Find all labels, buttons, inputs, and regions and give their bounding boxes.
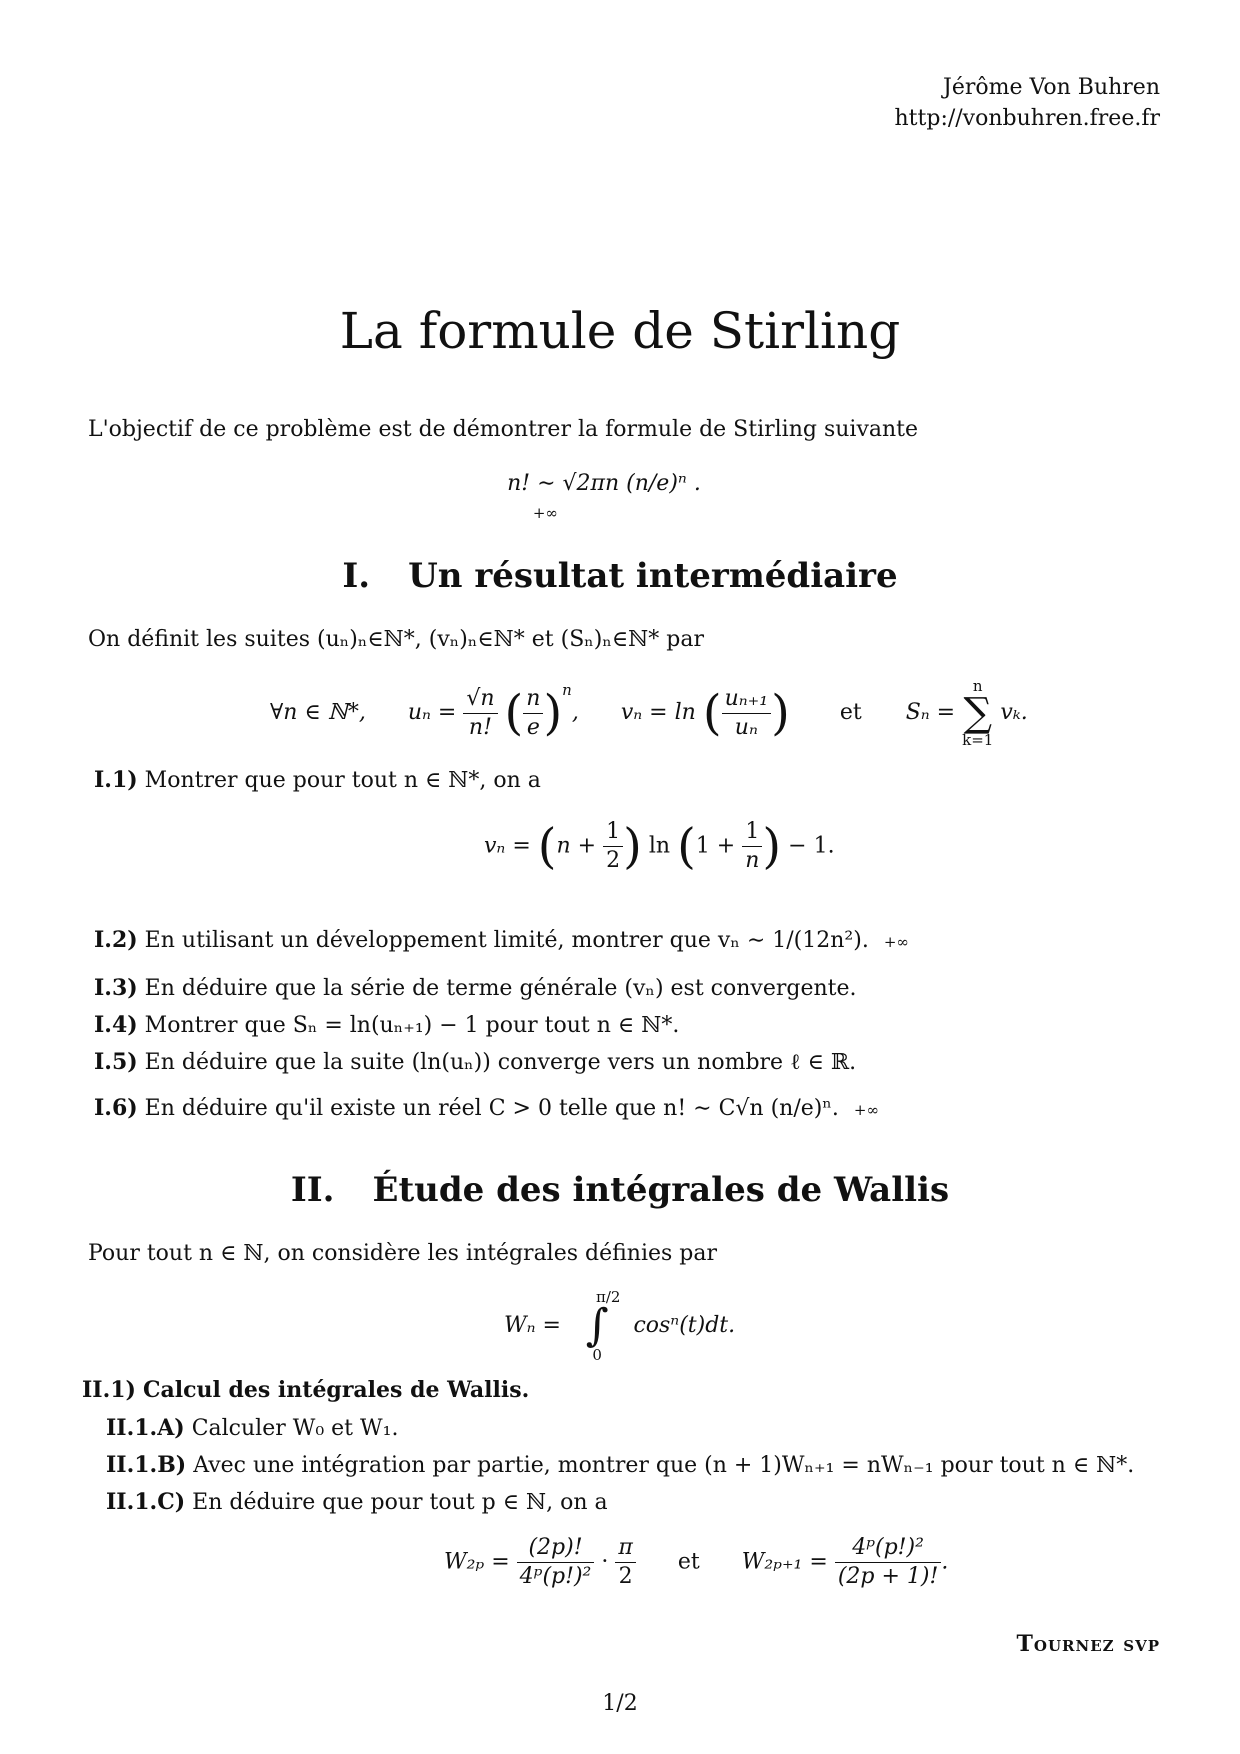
subsection-title: Calcul des intégrales de Wallis. — [142, 1377, 530, 1403]
section-2-title: Étude des intégrales de Wallis — [372, 1170, 950, 1210]
q1-paren-close-1: ) — [623, 818, 642, 875]
f2-den: 2 — [618, 1564, 633, 1589]
w2p-lhs: W₂ₚ = — [444, 1549, 510, 1575]
vn-denominator: uₙ — [734, 714, 758, 740]
question-label: II.1.C) — [106, 1489, 186, 1515]
question-label: II.1.A) — [106, 1415, 185, 1441]
un-exponent: n — [562, 681, 572, 699]
forall-label: ∀n ∈ ℕ*, — [270, 700, 366, 725]
inv-den: n — [745, 848, 760, 873]
question-label: I.6) — [94, 1095, 138, 1121]
question-text: Montrer que Sₙ = ln(uₙ₊₁) − 1 pour tout n ∈ ℕ*. — [144, 1013, 680, 1038]
q1-tail: − 1. — [788, 833, 835, 859]
inv-fraction — [742, 818, 762, 875]
question-label: I.3) — [94, 975, 138, 1001]
w2p1-lhs: W₂ₚ₊₁ = — [741, 1549, 828, 1575]
un-lhs: uₙ = — [407, 700, 457, 725]
vn-right-paren: ) — [771, 685, 790, 741]
question-text: Calculer W₀ et W₁. — [191, 1416, 399, 1441]
turn-over-note: Tournez svp — [1016, 1631, 1160, 1657]
half-den: 2 — [606, 848, 621, 873]
f1-den: 4ᵖ(p!)² — [519, 1564, 592, 1589]
integral-lower: 0 — [592, 1346, 602, 1364]
definition-formula: ∀n ∈ ℕ*, uₙ = $\frac{√n}{n!}$ ( $\frac{n}{e}$ )$^n$, vₙ = ln ( $\frac{\text{uₙ₊₁}}{\text{uₙ}}$ ) et Sₙ = n ∑ k=1 vₖ. — [270, 677, 1028, 749]
question-text: En déduire que la suite (ln(uₙ)) converge vers un nombre ℓ ∈ ℝ. — [144, 1050, 857, 1075]
left-paren: ( — [504, 685, 524, 741]
section-1-definition-text: On définit les suites (uₙ)ₙ∈ℕ*, (vₙ)ₙ∈ℕ* et (Sₙ)ₙ∈ℕ* par — [88, 627, 704, 652]
question-I-2 — [94, 926, 909, 956]
wallis-integral — [504, 1290, 735, 1368]
question-I-6 — [94, 1094, 879, 1124]
sn-term: vₖ. — [1000, 700, 1028, 725]
sum-top: n — [972, 677, 983, 695]
f3-num: 4ᵖ(p!)² — [835, 1534, 942, 1563]
question-text: En déduire qu'il existe un réel C > 0 telle que n! ∼ C√n (n/e)ⁿ. — [144, 1096, 839, 1121]
question-text: En déduire que pour tout p ∈ ℕ, on a — [192, 1490, 608, 1515]
page-number: 1/2 — [602, 1691, 638, 1716]
question-label: I.5) — [94, 1049, 138, 1075]
q1-paren-open-2: ( — [677, 818, 696, 875]
q1-ln: ln — [648, 833, 671, 859]
q1-lhs: vₙ = — [484, 833, 531, 859]
vn-numerator: uₙ₊₁ — [722, 685, 772, 714]
question-label: II.1.B) — [106, 1452, 187, 1478]
right-paren: ) — [543, 685, 563, 741]
n-over-e-num: n — [523, 685, 543, 714]
question-text: Montrer que pour tout n ∈ ℕ*, on a — [144, 768, 541, 793]
vn-fraction — [722, 685, 772, 742]
subsection-II-1 — [82, 1376, 529, 1405]
half-fraction — [603, 818, 623, 875]
question-label: I.1) — [94, 767, 138, 793]
pi-over-2-fraction — [615, 1534, 635, 1591]
et-label: et — [839, 700, 862, 725]
section-1-number: I. — [342, 556, 371, 596]
author-name: Jérôme Von Buhren — [943, 75, 1160, 100]
question-text: En déduire que la série de terme générale (vₙ) est convergente. — [144, 976, 857, 1001]
sn-lhs: Sₙ = — [905, 700, 956, 725]
stirling-formula-text: n! ∼ √2πn (n/e)ⁿ . — [507, 471, 701, 496]
question-I-1 — [94, 766, 541, 795]
q1-paren-close-2: ) — [762, 818, 782, 875]
section-2-intro: Pour tout n ∈ ℕ, on considère les intégrales définies par — [88, 1241, 718, 1266]
un-denominator: n! — [468, 714, 492, 740]
f1-num: (2p)! — [517, 1534, 595, 1563]
section-2-heading — [0, 1170, 1240, 1210]
n-over-e-fraction — [523, 685, 543, 742]
question-label: I.2) — [94, 927, 138, 953]
author-block — [895, 72, 1160, 134]
integral-lhs: Wₙ = — [504, 1313, 561, 1338]
un-numerator: √n — [463, 685, 497, 714]
sigma-icon: ∑ — [963, 690, 992, 736]
limit-label: +∞ — [853, 1101, 879, 1119]
question-II-1-B — [106, 1451, 1134, 1480]
question-label: I.4) — [94, 1012, 138, 1038]
integral-symbol — [574, 1290, 620, 1362]
q1-part1: n + — [556, 833, 597, 859]
section-2-number: II. — [290, 1170, 335, 1210]
question-I-3 — [94, 974, 857, 1003]
question-text: En utilisant un développement limité, montrer que vₙ ∼ 1/(12n²). — [144, 928, 869, 953]
formula-end: . — [941, 1549, 949, 1575]
section-1-title: Un résultat intermédiaire — [408, 556, 898, 596]
question-I-5 — [94, 1048, 856, 1077]
vn-left-paren: ( — [702, 685, 722, 741]
question-II-1-C — [106, 1488, 608, 1517]
subsection-label: II.1) — [82, 1377, 136, 1403]
half-num: 1 — [603, 818, 623, 847]
f3-den: (2p + 1)! — [837, 1564, 939, 1589]
sum-symbol — [962, 679, 993, 747]
section-1-heading — [0, 556, 1240, 596]
intro-text: L'objectif de ce problème est de démontrer la formule de Stirling suivante — [88, 417, 919, 442]
question-II-1-A — [106, 1414, 398, 1443]
dot-operator: · — [601, 1549, 609, 1575]
wallis-formula — [444, 1534, 948, 1618]
integral-icon: ∫ — [585, 1300, 609, 1351]
n-over-e-den: e — [526, 714, 540, 740]
question-I-4 — [94, 1011, 679, 1040]
w2p1-fraction — [835, 1534, 942, 1591]
et-label-2: et — [677, 1549, 700, 1575]
q1-formula — [484, 818, 835, 898]
integral-body: cosⁿ(t)dt. — [633, 1313, 736, 1338]
q1-part2: 1 + — [695, 833, 736, 859]
un-fraction — [463, 685, 497, 742]
stirling-limit: +∞ — [532, 504, 558, 522]
author-website: http://vonbuhren.free.fr — [894, 106, 1160, 131]
document-title: La formule de Stirling — [339, 302, 901, 360]
q1-paren-open-1: ( — [537, 818, 557, 875]
integral-upper: π/2 — [595, 1288, 621, 1306]
w2p-fraction-1 — [517, 1534, 595, 1591]
inv-num: 1 — [742, 818, 762, 847]
limit-label: +∞ — [883, 933, 909, 951]
vn-lhs: vₙ = ln — [620, 700, 696, 725]
stirling-formula — [0, 470, 1240, 522]
sum-bottom: k=1 — [962, 731, 994, 749]
f2-num: π — [615, 1534, 635, 1563]
question-text: Avec une intégration par partie, montrer que (n + 1)Wₙ₊₁ = nWₙ₋₁ pour tout n ∈ ℕ*. — [193, 1453, 1135, 1478]
